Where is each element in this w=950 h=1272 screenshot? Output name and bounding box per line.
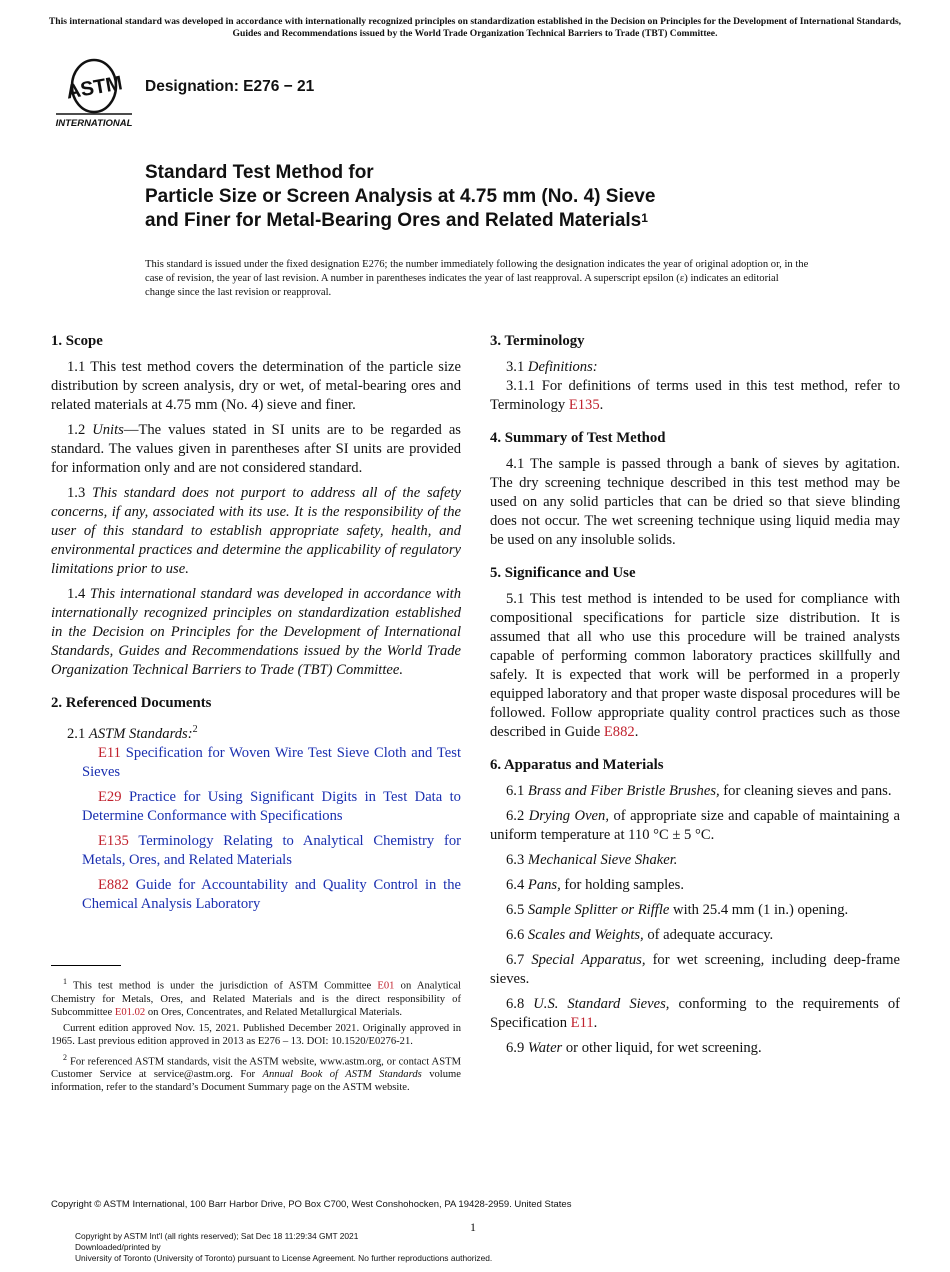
section-heading: 3. Terminology: [490, 333, 585, 349]
link-e882[interactable]: E882: [603, 724, 635, 740]
section-significance: [490, 564, 900, 742]
astm-logo: [52, 56, 136, 132]
issued-note: This standard is issued under the fixed designation E276; the number immediately following the designation indicates the year of original adoption or, in the case of revision, the year of last revision. A number in parentheses indicates the year of last reapproval. A superscript epsilon (ε) indicates an editorial change since the last revision or reapproval.: [145, 259, 809, 298]
document-title: [145, 161, 905, 233]
paragraph-2-1: 2.1 ASTM Standards:$^2$: [67, 724, 198, 742]
section-heading: 5. Significance and Use: [490, 565, 636, 581]
apparatus-item: 6.4 Pans, for holding samples.: [506, 877, 684, 893]
paragraph-1-3: 1.3 This standard does not purport to address all of the safety concerns, if any, associated with its use. It is the responsibility of the user of this standard to establish appropriate safety, health, and environmental practices and determine the applicability of regulatory limitations prior to use.: [51, 485, 461, 577]
apparatus-item: 6.2 Drying Oven, of appropriate size and capable of maintaining a uniform temperature at 110 °C ± 5 °C.: [490, 808, 900, 843]
reference-code[interactable]: E882: [98, 876, 129, 893]
apparatus-item: 6.5 Sample Splitter or Riffle with 25.4 mm (1 in.) opening.: [506, 902, 849, 918]
apparatus-item: 6.7 Special Apparatus, for wet screening, including deep-frame sieves.: [490, 952, 900, 987]
paragraph-3-1: 3.1 Definitions:: [506, 359, 598, 375]
paragraph-4-1: 4.1 The sample is passed through a bank of sieves by agitation. The dry screening technique described in this test method may be used on any solid particles that can be dried so that sieve blinding does not occur. The wet screening technique using liquid media may be used on any insoluble solids.: [490, 456, 900, 548]
reference-item[interactable]: [51, 876, 461, 914]
logo-subtitle: INTERNATIONAL: [55, 118, 133, 129]
designation: Designation: E276 − 21: [145, 78, 315, 95]
page-number: 1: [470, 1220, 476, 1234]
paragraph-3-1-1: 3.1.1 For definitions of terms used in this test method, refer to Terminology E135.: [490, 378, 900, 413]
section-referenced-documents: [51, 694, 461, 914]
title-line-2: Particle Size or Screen Analysis at 4.75 mm (No. 4) Sieve: [145, 186, 656, 207]
download-notice: [75, 1231, 492, 1264]
link-e11[interactable]: E11: [570, 1015, 594, 1031]
paragraph-1-1: 1.1 This test method covers the determination of the particle size distribution by screen analysis, dry or wet, of metal-bearing ores and related materials at 4.75 mm (No. 4) sieve and finer.: [51, 359, 461, 413]
section-scope: [51, 332, 461, 680]
section-heading: 4. Summary of Test Method: [490, 430, 666, 446]
reference-title[interactable]: Specification for Woven Wire Test Sieve Cloth and Test Sieves: [82, 744, 461, 780]
footnote-link-e01-02[interactable]: E01.02: [114, 1006, 146, 1018]
section-apparatus: [490, 756, 900, 1058]
reference-item[interactable]: [51, 832, 461, 870]
section-terminology: [490, 332, 900, 415]
paragraph-1-2: 1.2 Units—The values stated in SI units are to be regarded as standard. The values given in parentheses after SI units are provided for information only and are not considered standard.: [51, 422, 461, 476]
reference-title[interactable]: Terminology Relating to Analytical Chemistry for Metals, Ores, and Related Materials: [82, 832, 461, 868]
left-column: [51, 332, 461, 928]
apparatus-item: 6.9 Water or other liquid, for wet screening.: [506, 1040, 762, 1056]
logo-letters: ASTM: [64, 72, 125, 104]
top-notice: This international standard was developed in accordance with internationally recognized principles on standardization established in the Decision on Principles for the Development of International Standards, Guides and Recommendations issued by the World Trade Organization Technical Barriers to Trade (TBT) Committee.: [48, 16, 902, 39]
section-summary: [490, 429, 900, 550]
footnotes: [51, 975, 461, 1097]
section-heading: 2. Referenced Documents: [51, 695, 212, 711]
footnote-divider: [51, 965, 121, 966]
paragraph-5-1: 5.1 This test method is intended to be used for compliance with compositional specifications for particle size distribution. It is assumed that all who use this procedure will be trained analysts capable of performing common laboratory practices skillfully and safely. It is expected that work will be performed in a properly equipped laboratory and that proper waste disposal procedures will be followed. Follow appropriate quality control practices such as those described in Guide E882.: [490, 591, 900, 740]
reference-title[interactable]: Practice for Using Significant Digits in Test Data to Determine Conformance with Specifications: [82, 788, 461, 824]
section-heading: 1. Scope: [51, 333, 103, 349]
footnote-link-e01[interactable]: E01: [377, 980, 395, 992]
footnote-2: $^2$ For referenced ASTM standards, visit the ASTM website, www.astm.org, or contact ASTM Customer Service at service@astm.org. For Annual Book of ASTM Standards volume information, refer to the standard’s Document Summary page on the ASTM website.: [51, 1052, 461, 1094]
copyright-line: Copyright © ASTM International, 100 Barr Harbor Drive, PO Box C700, West Conshohocken, PA 19428-2959. United States: [51, 1199, 572, 1210]
download-line-1: Copyright by ASTM Int'l (all rights reserved); Sat Dec 18 11:29:34 GMT 2021: [75, 1231, 359, 1241]
paragraph-1-4: 1.4 This international standard was developed in accordance with internationally recognized principles on standardization established in the Decision on Principles for the Development of International Standards, Guides and Recommendations issued by the World Trade Organization Technical Barriers to Trade (TBT) Committee.: [51, 586, 462, 678]
footnote-1-edition: Current edition approved Nov. 15, 2021. Published December 2021. Originally approved in 1965. Last previous edition approved in 2013 as E276 – 13. DOI: 10.1520/E0276-21.: [51, 1022, 461, 1047]
right-column: [490, 332, 900, 1072]
reference-code[interactable]: E11: [98, 744, 121, 761]
reference-item[interactable]: [51, 744, 461, 782]
apparatus-item: 6.3 Mechanical Sieve Shaker.: [506, 852, 678, 868]
title-footnote-mark: 1: [641, 211, 648, 225]
reference-code[interactable]: E29: [98, 788, 122, 805]
download-line-2: Downloaded/printed by: [75, 1242, 161, 1252]
section-heading: 6. Apparatus and Materials: [490, 757, 664, 773]
download-line-3: University of Toronto (University of Toronto) pursuant to License Agreement. No further reproductions authorized.: [75, 1253, 493, 1263]
apparatus-item: 6.1 Brass and Fiber Bristle Brushes, for cleaning sieves and pans.: [506, 783, 892, 799]
apparatus-item: 6.8 U.S. Standard Sieves, conforming to the requirements of Specification E11.: [490, 996, 901, 1031]
apparatus-item: 6.6 Scales and Weights, of adequate accuracy.: [506, 927, 774, 943]
link-e135[interactable]: E135: [568, 397, 600, 413]
reference-code[interactable]: E135: [98, 832, 129, 849]
reference-title[interactable]: Guide for Accountability and Quality Control in the Chemical Analysis Laboratory: [82, 876, 461, 912]
reference-item[interactable]: [51, 788, 461, 826]
footnote-1: $^1$ This test method is under the jurisdiction of ASTM Committee E01 on Analytical Chemistry for Metals, Ores, and Related Materials and is the direct responsibility of Subcommittee E01.02 on Ores, Concentrates, and Related Metallurgical Materials.: [51, 977, 461, 1018]
title-line-3: and Finer for Metal-Bearing Ores and Related Materials: [145, 210, 642, 231]
title-line-1: Standard Test Method for: [145, 162, 374, 183]
